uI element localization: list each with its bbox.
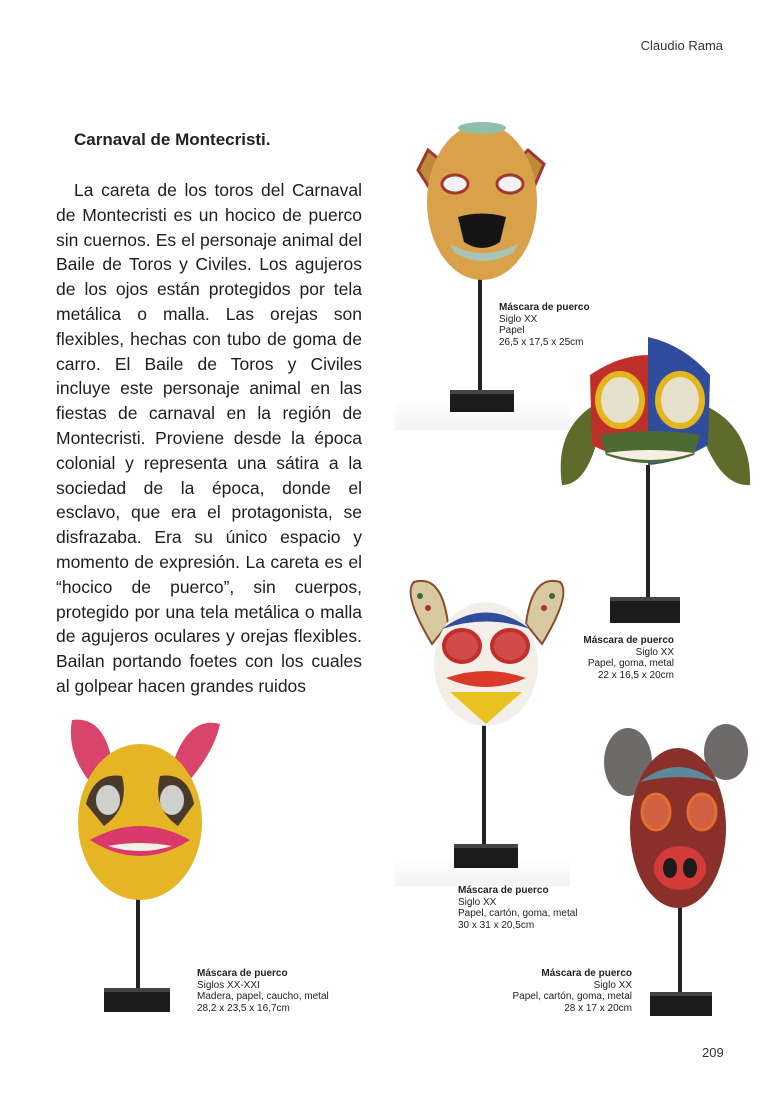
page-number: 209	[702, 1045, 724, 1060]
caption-mask-2	[583, 635, 674, 681]
caption-title: Máscara de puerco	[541, 968, 632, 979]
caption-title: Máscara de puerco	[499, 302, 590, 313]
caption-materials: Papel	[499, 325, 525, 336]
caption-dimensions: 28,2 x 23,5 x 16,7cm	[197, 1002, 290, 1014]
caption-title: Máscara de puerco	[197, 968, 288, 979]
caption-period: Siglo XX	[458, 896, 497, 908]
caption-mask-1	[499, 302, 590, 348]
caption-period: Siglo XX	[635, 646, 674, 658]
mask-photo-3	[402, 574, 572, 874]
caption-materials: Papel, cartón, goma, metal	[458, 908, 578, 919]
caption-dimensions: 26,5 x 17,5 x 25cm	[499, 336, 584, 348]
caption-mask-5	[512, 968, 632, 1014]
running-header-author: Claudio Rama	[640, 38, 723, 53]
mask-photo-1	[410, 112, 560, 417]
article-body: La careta de los toros del Carnaval de Montecristi es un hocico de puerco sin cuernos. Es el personaje animal del Baile de Toros y Civiles. Los agujeros de los ojos están protegidos por tela metálica o malla. Las orejas son flexibles, hechas con tubo de goma de carro. El Baile de Toros y Civiles incluye este personaje animal en las fiestas de carnaval en la región de Montecristi. Proviene desde la época colonial y representa una sátira a la sociedad de la época, donde el esclavo, que era el protagonista, se disfrazaba. Era su único espacio y momento de expresión. La careta es el “hocico de puerco”, sin cuerpos, protegido por una tela metálica o malla de agujeros oculares y orejas flexibles. Bailan portando foetes con los cuales al golpear hacen grandes ruidos	[56, 180, 362, 696]
caption-period: Siglos XX-XXI	[197, 979, 260, 991]
caption-dimensions: 28 x 17 x 20cm	[564, 1002, 632, 1014]
caption-title: Máscara de puerco	[458, 885, 549, 896]
caption-dimensions: 22 x 16,5 x 20cm	[597, 669, 674, 681]
caption-materials: Madera, papel, caucho, metal	[197, 991, 329, 1002]
article-title: Carnaval de Montecristi.	[74, 130, 271, 149]
caption-mask-3	[458, 885, 578, 931]
caption-period: Siglo XX	[499, 313, 538, 325]
caption-mask-4	[197, 968, 329, 1014]
mask-photo-2	[554, 335, 754, 630]
caption-title: Máscara de puerco	[583, 635, 674, 646]
caption-dimensions: 30 x 31 x 20,5cm	[458, 919, 535, 931]
caption-materials: Papel, goma, metal	[587, 658, 674, 669]
caption-materials: Papel, cartón, goma, metal	[512, 991, 632, 1002]
caption-period: Siglo XX	[593, 979, 632, 991]
